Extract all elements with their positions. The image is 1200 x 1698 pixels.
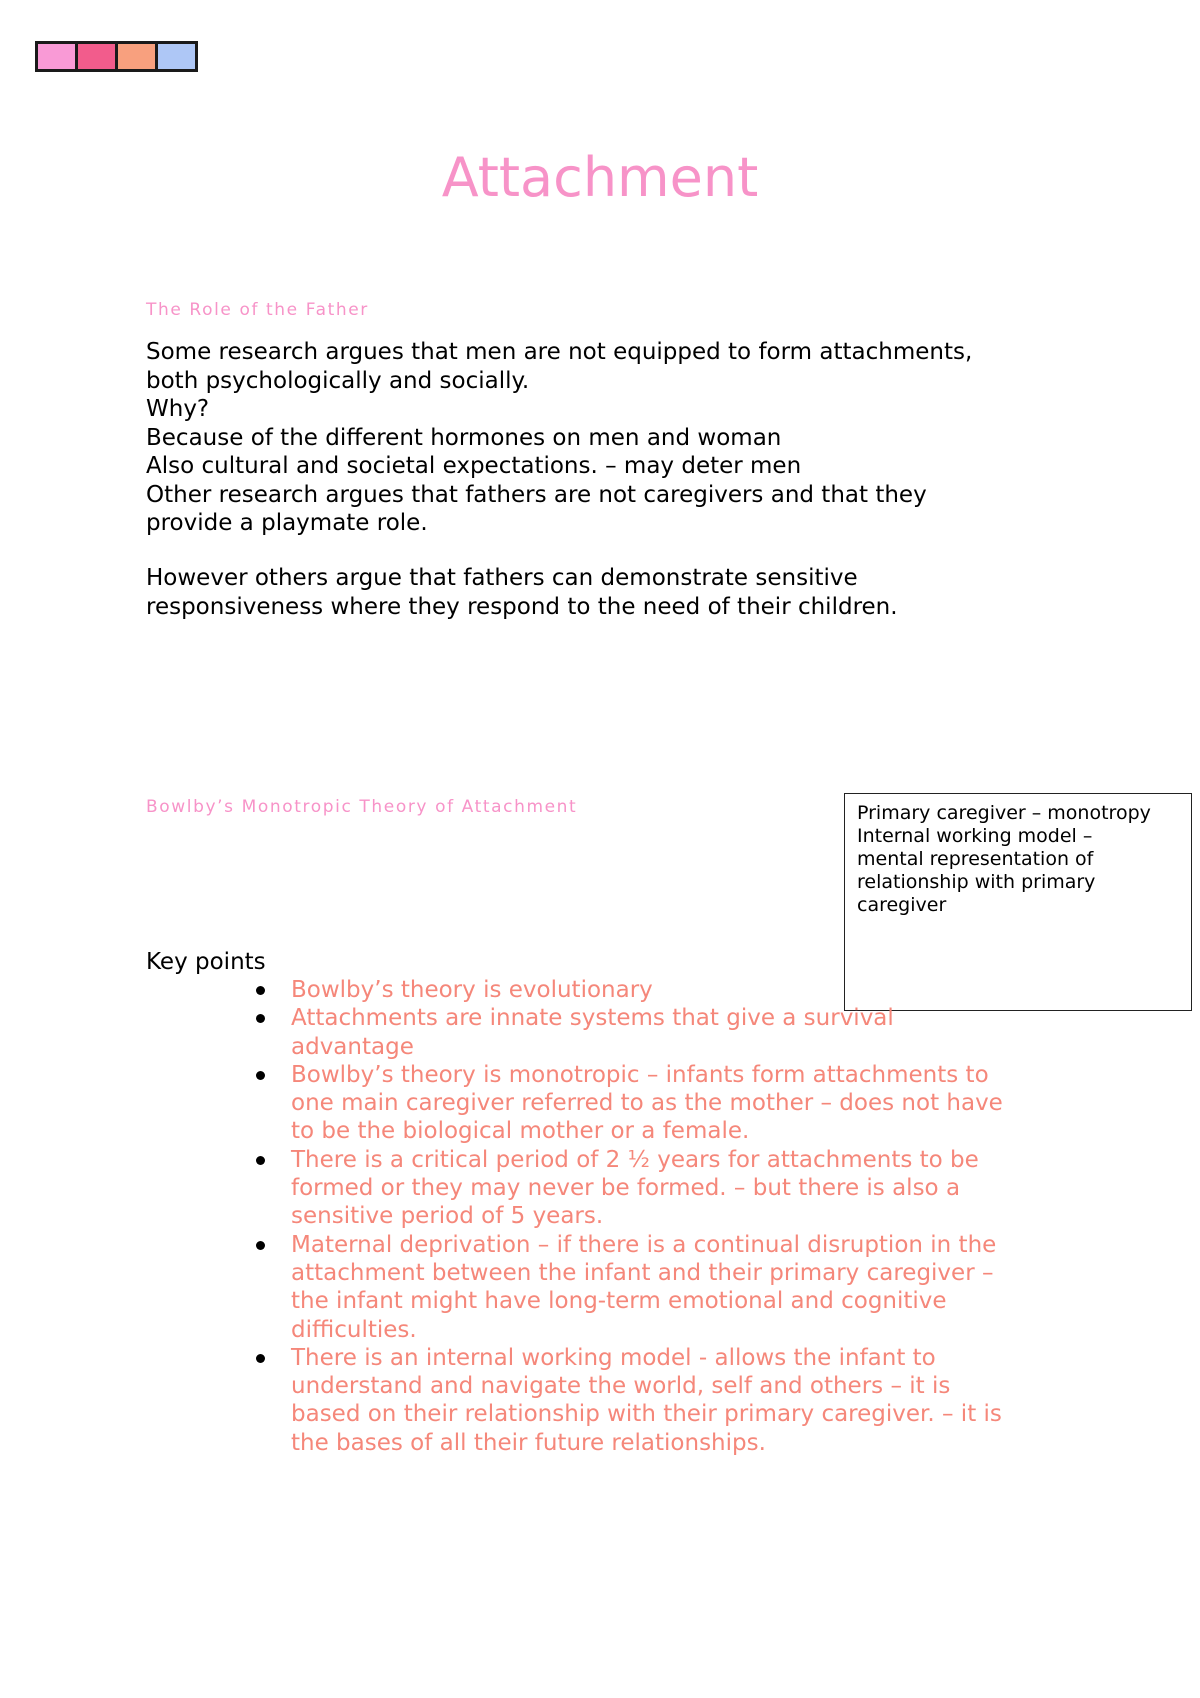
color-swatch bbox=[158, 44, 195, 69]
color-swatch-strip bbox=[35, 41, 198, 72]
color-swatch bbox=[78, 44, 118, 69]
bullet-line: Bowlby’s theory is evolutionary bbox=[291, 977, 653, 1003]
paragraph-line: However others argue that fathers can demonstrate sensitive bbox=[146, 565, 858, 591]
sensitive-responsiveness-paragraph bbox=[146, 564, 1086, 621]
note-line: Internal working model – bbox=[857, 825, 1093, 847]
page-title: Attachment bbox=[441, 146, 759, 209]
color-swatch bbox=[38, 44, 78, 69]
paragraph-line: Some research argues that men are not equipped to form attachments, bbox=[146, 339, 973, 365]
list-item bbox=[250, 976, 1090, 1004]
note-line: relationship with primary bbox=[857, 871, 1096, 893]
list-item bbox=[250, 1231, 1090, 1344]
bullet-icon bbox=[256, 1071, 265, 1080]
note-line: Primary caregiver – monotropy bbox=[857, 802, 1151, 824]
bullet-line: There is an internal working model - allows the infant to bbox=[291, 1344, 936, 1371]
bullet-icon bbox=[256, 1156, 265, 1165]
section-heading-role-of-father: The Role of the Father bbox=[146, 300, 369, 320]
bullet-line: Bowlby’s theory is monotropic – infants form attachments to bbox=[291, 1061, 989, 1088]
bullet-icon bbox=[256, 1354, 265, 1363]
color-swatch bbox=[118, 44, 158, 69]
list-item bbox=[250, 1004, 1090, 1061]
section-heading-bowlby-theory: Bowlby’s Monotropic Theory of Attachment bbox=[146, 797, 578, 817]
bullet-icon bbox=[256, 1014, 265, 1023]
role-of-father-paragraph bbox=[146, 338, 1086, 538]
bullet-line: the infant might have long-term emotional and cognitive bbox=[291, 1288, 947, 1315]
note-line: caregiver bbox=[857, 894, 947, 916]
bullet-line: formed or they may never be formed. – but there is also a bbox=[291, 1175, 961, 1202]
bullet-line: difficulties. bbox=[291, 1316, 417, 1343]
key-points-list bbox=[250, 976, 1090, 1457]
list-item bbox=[250, 1061, 1090, 1146]
bullet-line: understand and navigate the world, self and others – it is bbox=[291, 1373, 951, 1400]
bullet-line: to be the biological mother or a female. bbox=[291, 1118, 750, 1145]
bullet-line: advantage bbox=[291, 1033, 414, 1060]
list-item bbox=[250, 1146, 1090, 1231]
key-points-label: Key points bbox=[146, 949, 266, 975]
bullet-line: the bases of all their future relationships. bbox=[291, 1429, 766, 1456]
paragraph-line: Other research argues that fathers are not caregivers and that they bbox=[146, 481, 927, 508]
paragraph-line: Because of the different hormones on men and woman bbox=[146, 424, 782, 451]
paragraph-line: both psychologically and socially. bbox=[146, 367, 530, 394]
bullet-line: There is a critical period of 2 ½ years for attachments to be bbox=[291, 1146, 979, 1173]
paragraph-line: provide a playmate role. bbox=[146, 510, 428, 536]
bullet-line: sensitive period of 5 years. bbox=[291, 1203, 604, 1230]
paragraph-line: Also cultural and societal expectations. – may deter men bbox=[146, 453, 802, 479]
paragraph-line: responsiveness where they respond to the need of their children. bbox=[146, 593, 898, 620]
paragraph-line: Why? bbox=[146, 396, 210, 422]
bullet-line: attachment between the infant and their primary caregiver – bbox=[291, 1259, 994, 1286]
bullet-line: Maternal deprivation – if there is a continual disruption in the bbox=[291, 1231, 997, 1258]
bullet-line: one main caregiver referred to as the mother – does not have bbox=[291, 1090, 1003, 1117]
list-item bbox=[250, 1344, 1090, 1457]
note-line: mental representation of bbox=[857, 848, 1094, 870]
bullet-icon bbox=[256, 986, 265, 995]
bullet-line: Attachments are innate systems that give a survival bbox=[291, 1005, 894, 1032]
bullet-icon bbox=[256, 1241, 265, 1250]
bullet-line: based on their relationship with their primary caregiver. – it is bbox=[291, 1401, 1002, 1428]
